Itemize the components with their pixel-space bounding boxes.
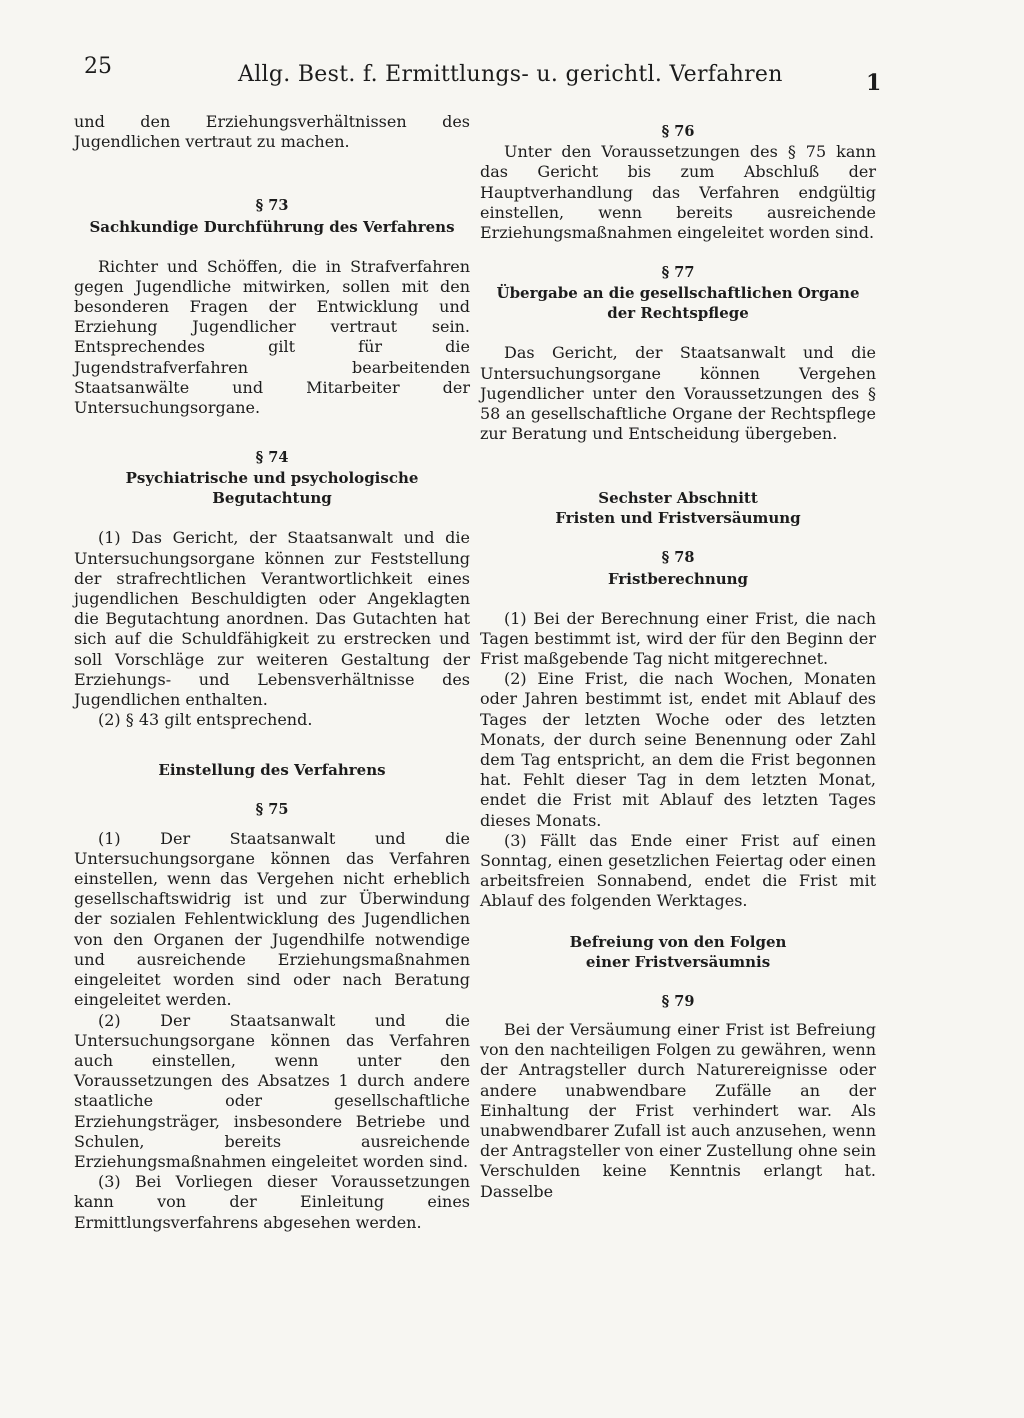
section-77	[480, 263, 876, 444]
paragraph: Unter den Voraussetzungen des § 75 kann das Gericht bis zum Abschluß der Hauptverhandlung das Verfahren endgültig einstellen, wenn bereits ausreichende Erziehungsmaßnahmen eingeleitet worden sind.	[480, 142, 876, 243]
carryover-paragraph: und den Erziehungsverhältnissen des Jugendlichen vertraut zu machen.	[74, 112, 470, 152]
section-number: § 73	[255, 197, 289, 215]
paragraph: Bei der Versäumung einer Frist ist Befreiung von den nachteiligen Folgen zu gewähren, wenn der Antragsteller durch Naturereignisse oder andere unabwendbare Zufälle an der Einhaltung der Frist verhindert war. Als unabwendbarer Zufall ist auch anzusehen, wenn der Antragsteller von einer Zustellung ohne sein Verschulden keine Kenntnis erlangt hat. Dasselbe	[480, 1019, 876, 1201]
section-number: § 74	[255, 449, 289, 467]
paragraph: (3) Fällt das Ende einer Frist auf einen Sonntag, einen gesetzlichen Feiertag oder einen arbeitsfreien Sonnabend, endet die Frist mit Ablauf des folgenden Werktages.	[480, 830, 876, 911]
section-78	[480, 548, 876, 911]
paragraph: (1) Der Staatsanwalt und die Untersuchungsorgane können das Verfahren einstellen, wenn das Vergehen nicht erheblich gesellschaftswidrig ist und zur Überwindung der sozialen Fehlentwicklung des Jugendlichen von den Organen der Jugendhilfe notwendige und ausreichende Erziehungsmaßnahmen eingeleitet worden sind oder nach Beratung eingeleitet werden.	[74, 828, 470, 1010]
section-title: Begutachtung	[212, 489, 332, 508]
section-76	[480, 122, 876, 243]
subsection-title: Befreiung von den Folgen	[569, 932, 787, 951]
section-74	[74, 448, 470, 730]
section-title: Übergabe an die gesellschaftlichen Organe	[496, 284, 860, 303]
right-column	[480, 122, 876, 1202]
paragraph: Richter und Schöffen, die in Strafverfahren gegen Jugendliche mitwirken, sollen mit den besonderen Fragen der Entwicklung und Erziehung Jugendlicher vertraut sein. Entsprechendes gilt für die Jugendstrafverfahren bearbeitenden Staatsanwälte und Mitarbeiter der Untersuchungsorgane.	[74, 256, 470, 418]
section-title: der Rechtspflege	[607, 304, 749, 323]
section-number: § 79	[661, 992, 695, 1010]
paragraph: (1) Bei der Berechnung einer Frist, die nach Tagen bestimmt ist, wird der für den Beginn der Frist maßgebende Tag nicht mitgerechnet.	[480, 608, 876, 669]
chapter-title: Fristen und Fristversäumung	[555, 509, 801, 528]
paragraph: (2) Der Staatsanwalt und die Untersuchungsorgane können das Verfahren auch einstellen, wenn unter den Voraussetzungen des Absatzes 1 durch andere staatliche oder gesellschaftliche Erziehungsträger, insbesondere Betriebe und Schulen, bereits ausreichende Erziehungsmaßnahmen eingeleitet worden sind.	[74, 1010, 470, 1171]
section-number: § 76	[661, 123, 695, 140]
section-number: § 77	[661, 264, 695, 282]
section-number: § 78	[661, 549, 695, 567]
section-79	[480, 992, 876, 1202]
paragraph: (1) Das Gericht, der Staatsanwalt und die Untersuchungsorgane können zur Feststellung der strafrechtlichen Verantwortlichkeit eines jugendlichen Beschuldigten oder Angeklagten die Begutachtung anordnen. Das Gutachten hat sich auf die Schuldfähigkeit zu erstrecken und soll Vorschläge zur weiteren Gestaltung der Erziehungs- und Lebensverhältnisse des Jugendlichen enthalten.	[74, 528, 470, 710]
chapter-label: Sechster Abschnitt	[598, 489, 758, 508]
paragraph: (2) Eine Frist, die nach Wochen, Monaten oder Jahren bestimmt ist, endet mit Ablauf des Tages der letzten Woche oder des letzten Monats, der durch seine Benennung oder Zahl dem Tag entspricht, an dem die Frist begonnen hat. Fehlt dieser Tag in dem letzten Monat, endet die Frist mit Ablauf des letzten Tages dieses Monats.	[480, 669, 876, 830]
subsection-title: einer Fristversäumnis	[585, 952, 771, 971]
page-number: 25	[84, 54, 112, 79]
running-head: Allg. Best. f. Ermittlungs- u. gerichtl. Verfahren	[238, 62, 783, 87]
section-title: Fristberechnung	[607, 569, 749, 588]
section-title: Sachkundige Durchführung des Verfahrens	[89, 217, 455, 236]
paragraph: (3) Bei Vorliegen dieser Voraussetzungen kann von der Einleitung eines Ermittlungsverfahrens abgesehen werden.	[74, 1172, 470, 1232]
section-title: Psychiatrische und psychologische	[125, 469, 419, 488]
subsection-heading: Einstellung des Verfahrens	[158, 761, 386, 780]
subsection-heading	[480, 932, 876, 972]
page-header	[0, 0, 1024, 100]
paragraph: Das Gericht, der Staatsanwalt und die Untersuchungsorgane können Vergehen Jugendlicher unter den Voraussetzungen des § 58 an gesellschaftliche Organe der Rechtspflege zur Beratung und Entscheidung übergeben.	[480, 343, 876, 444]
section-73	[74, 196, 470, 418]
section-75	[74, 800, 470, 1232]
chapter-heading	[480, 488, 876, 528]
section-number: § 75	[255, 801, 289, 819]
chapter-number: 1	[866, 70, 882, 96]
paragraph: (2) § 43 gilt entsprechend.	[98, 710, 313, 730]
left-column	[74, 112, 470, 1233]
